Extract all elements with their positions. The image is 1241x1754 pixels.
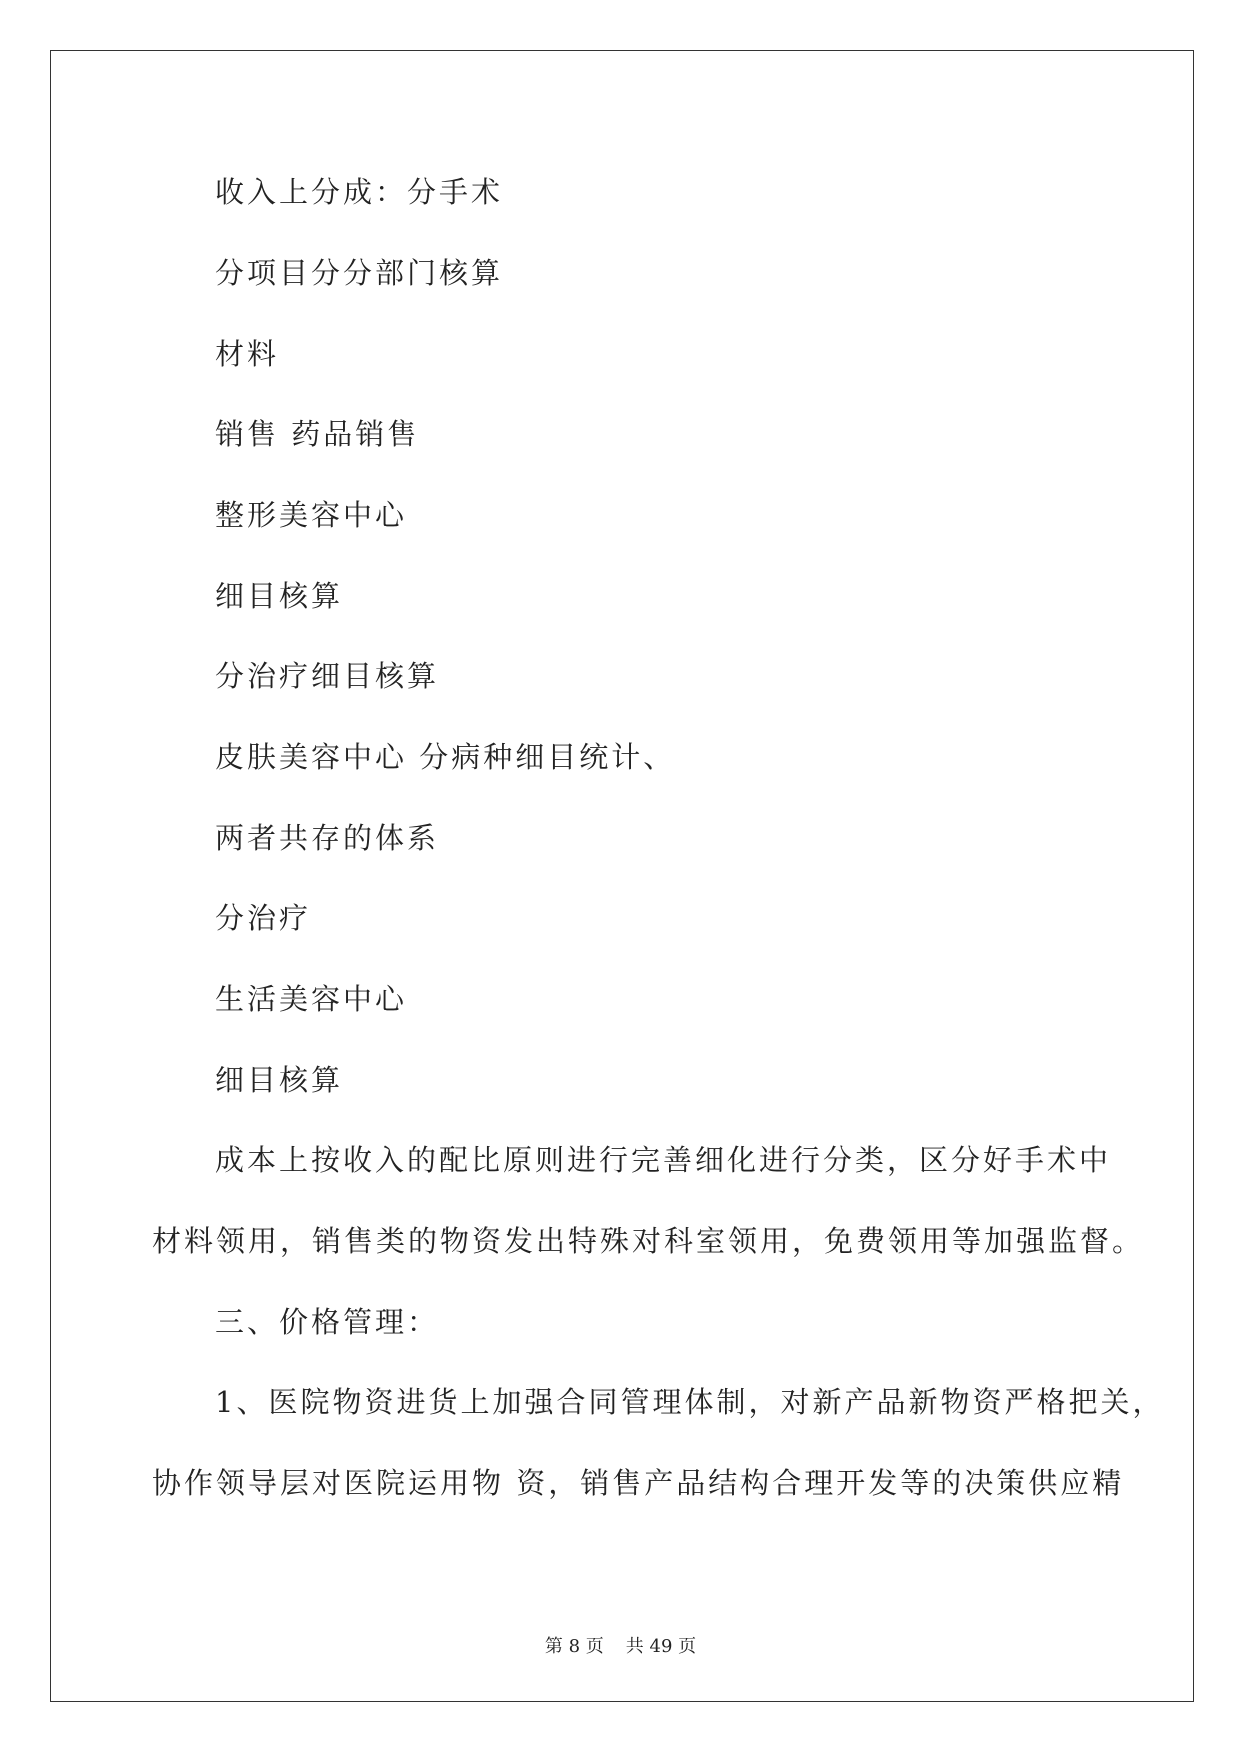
paragraph-line: 协作领导层对医院运用物 资，销售产品结构合理开发等的决策供应精	[152, 1466, 1125, 1500]
paragraph-line: 皮肤美容中心 分病种细目统计、	[215, 740, 676, 774]
paragraph-line: 销售 药品销售	[215, 417, 420, 451]
paragraph-line: 细目核算	[215, 579, 344, 613]
paragraph-line: 分治疗细目核算	[215, 659, 440, 693]
paragraph-line: 两者共存的体系	[215, 821, 440, 855]
page-footer	[0, 1635, 1241, 1659]
paragraph-line: 材料领用，销售类的物资发出特殊对科室领用，免费领用等加强监督。	[152, 1224, 1145, 1258]
page-number: 第 8 页	[544, 1636, 604, 1657]
paragraph-line: 分项目分分部门核算	[215, 256, 504, 290]
paragraph-line: 分治疗	[215, 901, 312, 935]
paragraph-line: 收入上分成：分手术	[215, 175, 504, 209]
section-heading: 三、价格管理：	[215, 1305, 440, 1339]
paragraph-line: 整形美容中心	[215, 498, 408, 532]
paragraph-line: 细目核算	[215, 1063, 344, 1097]
page-border	[50, 50, 1194, 1702]
paragraph-line: 材料	[215, 337, 280, 371]
paragraph-line: 成本上按收入的配比原则进行完善细化进行分类，区分好手术中	[215, 1143, 1112, 1177]
paragraph-line: 生活美容中心	[215, 982, 408, 1016]
total-pages: 共 49 页	[625, 1636, 697, 1657]
paragraph-line: 1、医院物资进货上加强合同管理体制，对新产品新物资严格把关，	[215, 1385, 1165, 1419]
